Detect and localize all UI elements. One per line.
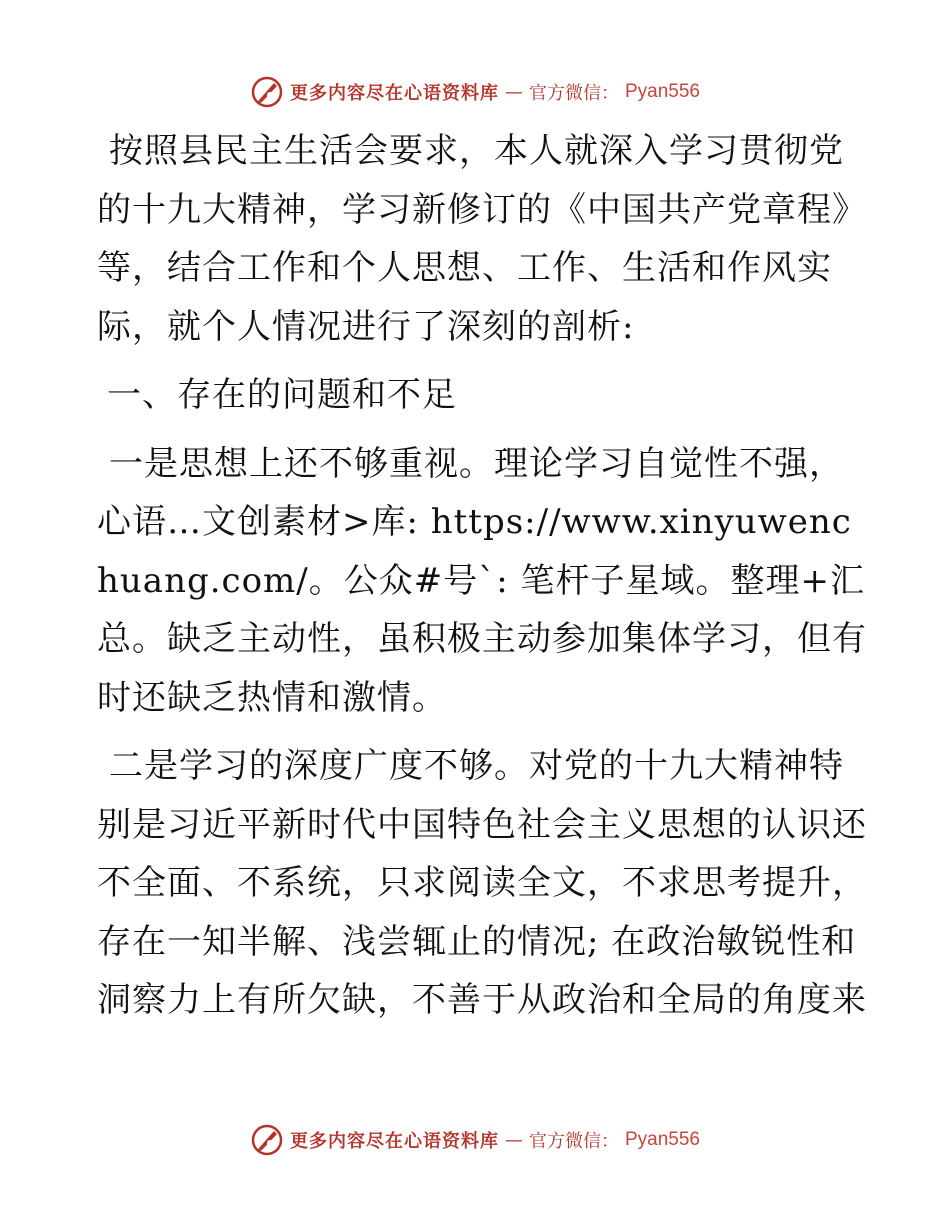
quill-pen-logo-icon: [250, 1123, 284, 1157]
intro-paragraph: 按照县民主生活会要求，本人就深入学习贯彻党的十九大精神，学习新修订的《中国共产党章程》等，结合工作和个人思想、工作、生活和作风实际，就个人情况进行了深刻的剖析:: [97, 131, 867, 347]
banner-brand-text: 更多内容尽在心语资料库: [289, 1131, 499, 1152]
footer-banner: [0, 1120, 950, 1160]
header-banner: [0, 72, 950, 112]
banner-wechat-label: 官方微信：: [528, 1131, 619, 1152]
section-heading: 一、存在的问题和不足: [107, 375, 457, 415]
document-body: [97, 122, 867, 1040]
banner-separator: —: [504, 81, 523, 103]
banner-wechat-id: Pyan556: [624, 81, 700, 102]
banner-wechat-label: 官方微信：: [528, 83, 619, 104]
banner-separator: —: [504, 1129, 523, 1151]
point-1-paragraph: 一是思想上还不够重视。理论学习自觉性不强，心语…文创素材>库: https://www.xinyuwenchuang.com/。公众#号`: 笔杆子星域。整理+汇总。缺乏主动性，虽积极主动参加集体学习，但有时还缺乏热情和激情。: [97, 443, 867, 718]
point-2-paragraph: 二是学习的深度广度不够。对党的十九大精神特别是习近平新时代中国特色社会主义思想的认识还不全面、不系统，只求阅读全文，不求思考提升，存在一知半解、浅尝辄止的情况; 在政治敏锐性和洞察力上有所欠缺，不善于从政治和全局的角度来: [97, 746, 867, 1020]
banner-brand-text: 更多内容尽在心语资料库: [289, 83, 499, 104]
quill-pen-logo-icon: [250, 75, 284, 109]
banner-wechat-id: Pyan556: [624, 1129, 700, 1150]
